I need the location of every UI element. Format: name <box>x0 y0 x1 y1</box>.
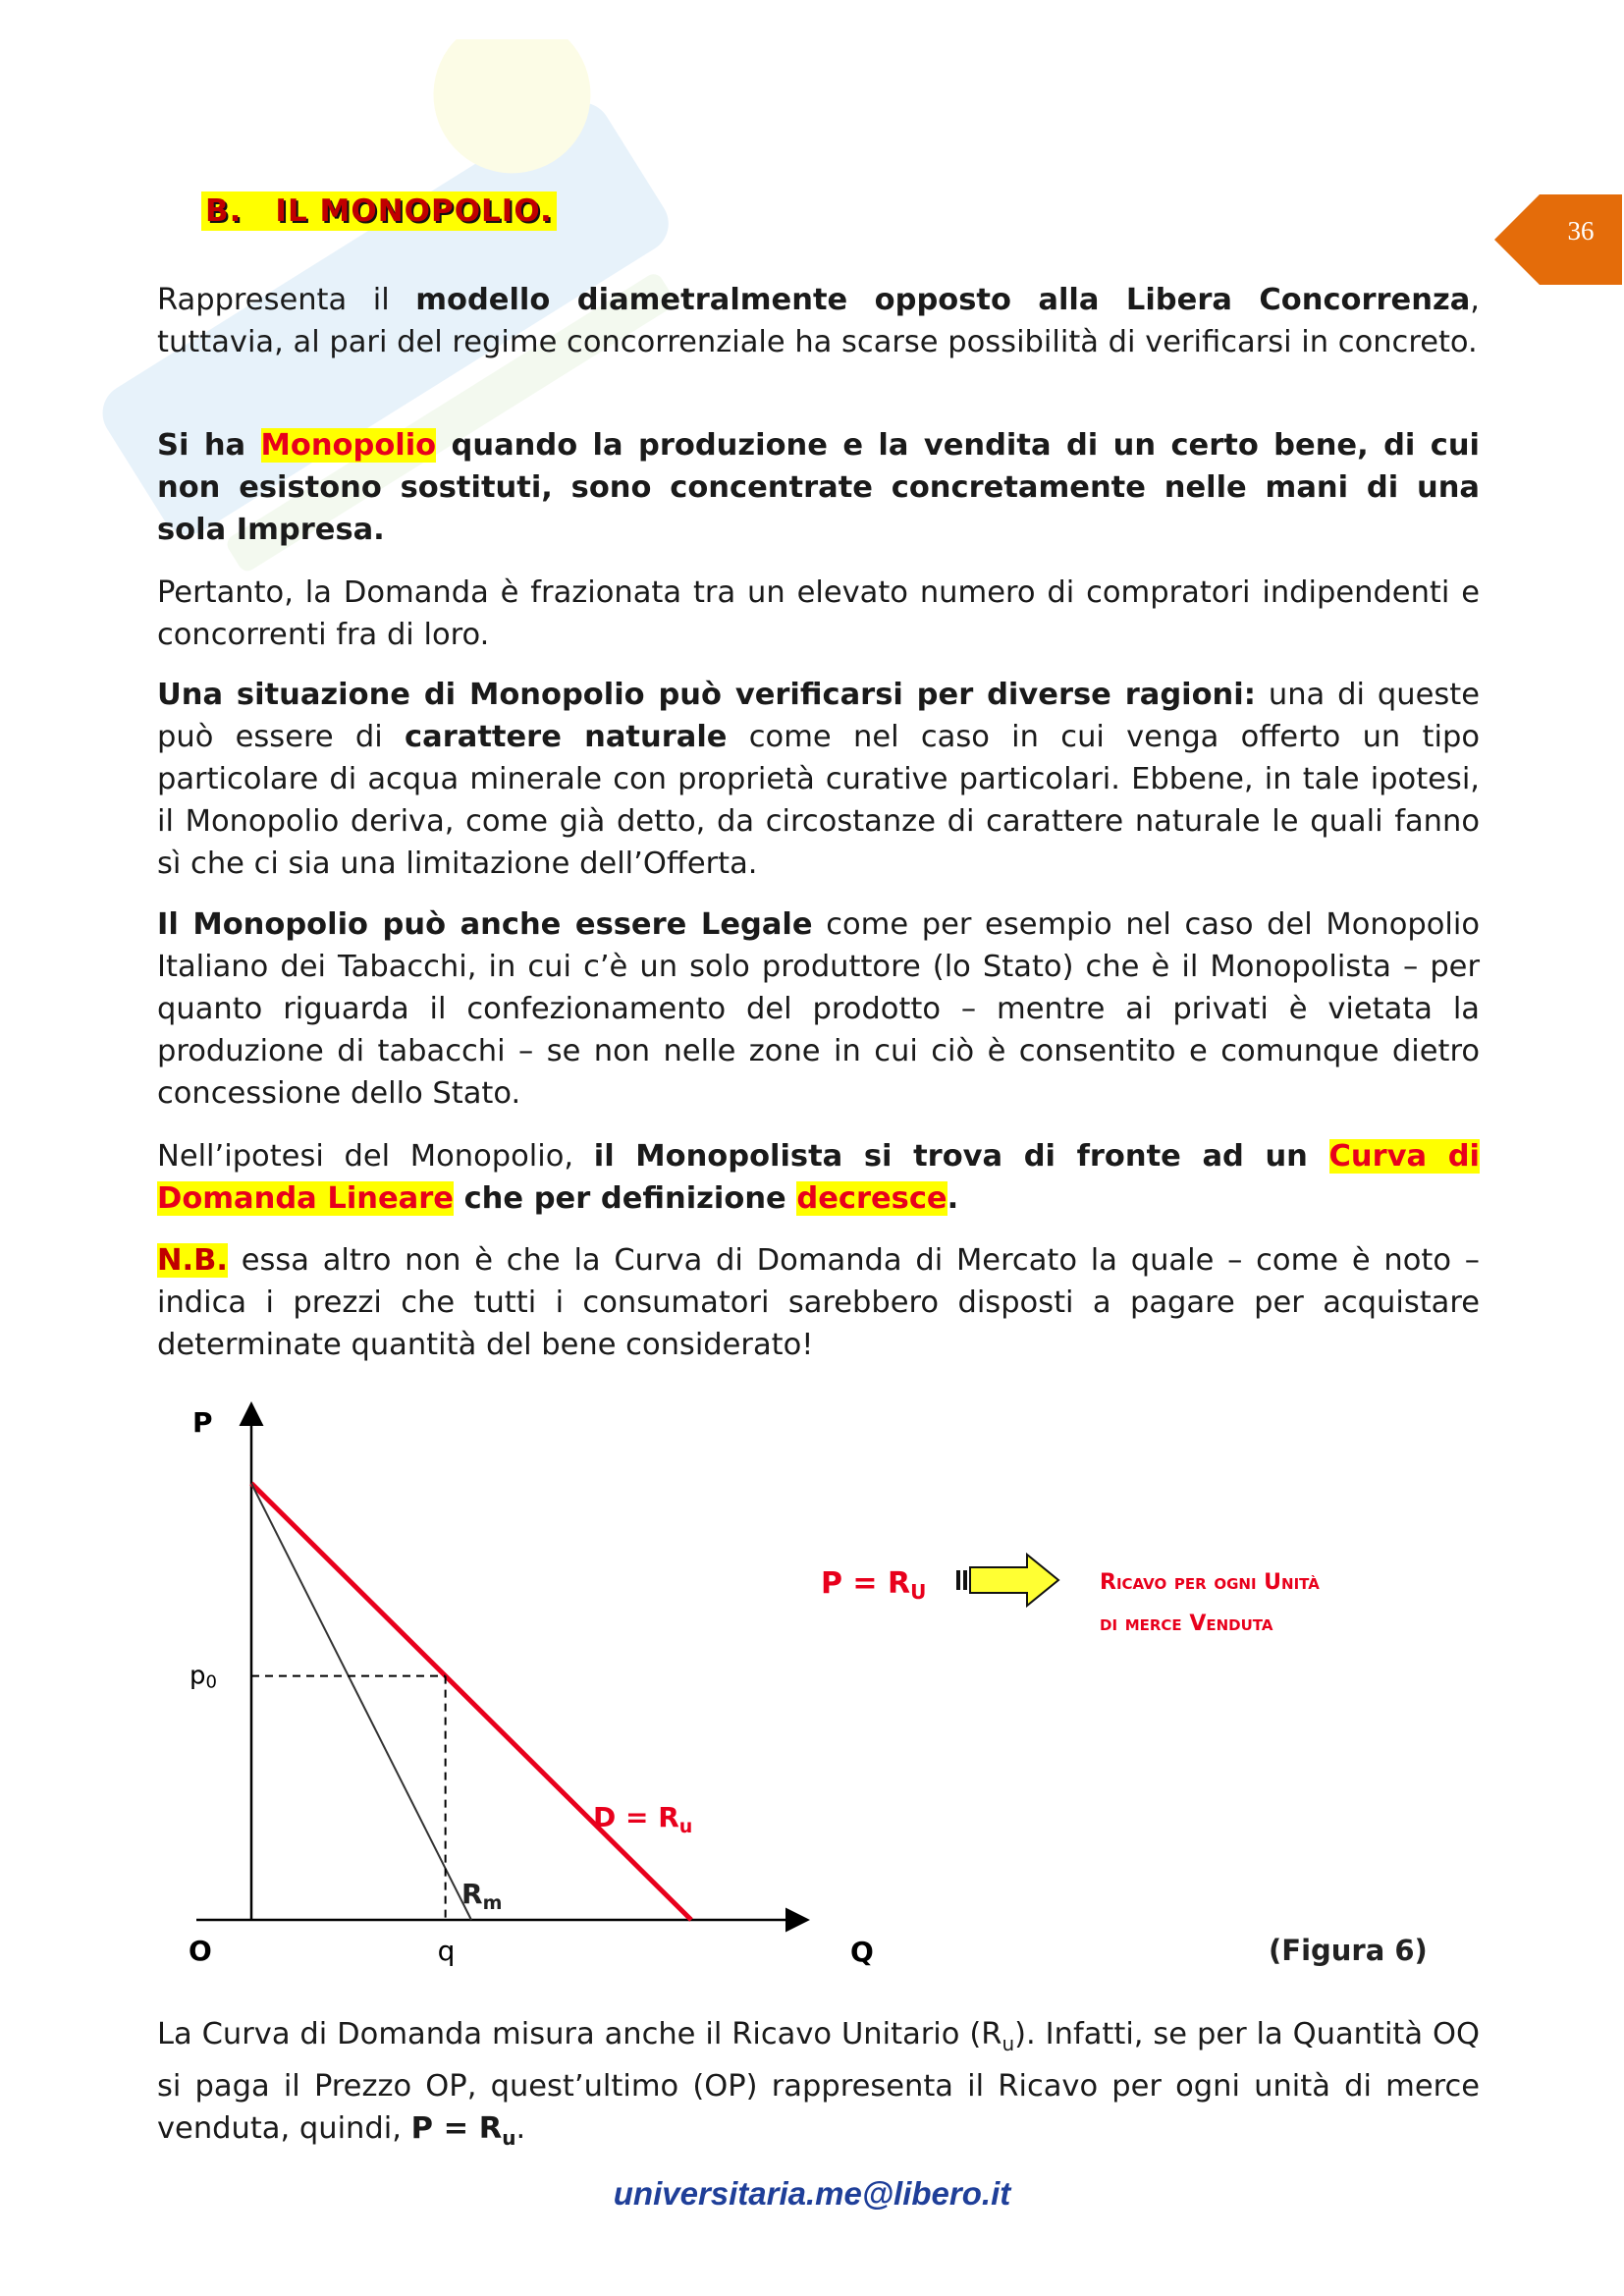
paragraph-5 <box>157 903 1480 1115</box>
q-tick-label: q <box>437 1935 456 1967</box>
paragraph-2 <box>157 424 1480 551</box>
footer-email: universitaria.me@libero.it <box>613 2175 1011 2212</box>
highlight-monopolio: Monopolio <box>260 428 437 463</box>
bold-text: carattere naturale <box>405 720 728 754</box>
bold-text: Una situazione di Monopolio può verificarsi per diverse ragioni: <box>157 678 1256 712</box>
annotation-line-2: di merce Venduta <box>1100 1612 1273 1636</box>
bold-text: Si ha <box>157 428 261 463</box>
text: . <box>515 2111 526 2147</box>
nb-label: N.B. <box>157 1243 228 1278</box>
series-label-demand: $D = R_u$ <box>593 1801 693 1837</box>
series-line-demand <box>251 1483 691 1920</box>
text: Rappresenta il <box>157 283 416 317</box>
section-title: IL MONOPOLIO. <box>275 193 553 229</box>
text: Pertanto, la Domanda è frazionata tra un elevato numero di compratori indipendenti e concorrenti fra di loro. <box>157 575 1480 652</box>
x-axis-label: Q <box>850 1936 874 1968</box>
bold-text: che per definizione <box>453 1181 797 1216</box>
monopoly-chart <box>157 1394 1473 1984</box>
subscript: u <box>502 2126 516 2151</box>
paragraph-3 <box>157 572 1480 656</box>
page-number: 36 <box>1567 216 1595 246</box>
bold-text: modello diametralmente opposto alla Libera Concorrenza <box>415 283 1471 317</box>
section-letter: B. <box>205 193 243 229</box>
origin-label: O <box>189 1935 212 1967</box>
text: , tuttavia, al pari del regime concorrenziale ha scarse possibilità di verificarsi in concreto. <box>157 283 1480 359</box>
section-heading <box>201 191 557 231</box>
paragraph-7 <box>157 1239 1480 1366</box>
text: una di queste può essere di <box>157 678 1480 754</box>
text: La Curva di Domanda misura anche il Ricavo Unitario (R <box>157 2017 1002 2051</box>
subscript: u <box>1001 2032 1015 2056</box>
p0-tick-label: p0 <box>189 1661 217 1693</box>
highlight-curva-domanda: Curva di Domanda Lineare <box>157 1139 1481 1216</box>
annotation-line-1: Ricavo per ogni Unità <box>1100 1570 1320 1595</box>
paragraph-6 <box>157 1135 1480 1220</box>
bold-text: Il Monopolio può anche essere Legale <box>157 907 813 942</box>
highlight-decresce: decresce <box>796 1181 947 1216</box>
series-line-marginal-revenue <box>251 1483 471 1920</box>
paragraph-8 <box>157 2013 1480 2159</box>
text: come nel caso in cui venga offerto un tipo particolare di acqua minerale con proprietà curative particolari. Ebbene, in tale ipotesi, il Monopolio deriva, come già detto, da circostanze di carattere naturale le quali fanno sì che ci sia una limitazione dell’Offerta. <box>157 720 1480 881</box>
series-label-marginal-revenue: $R_m$ <box>461 1878 503 1914</box>
y-axis-label: P <box>192 1406 213 1439</box>
text: come per esempio nel caso del Monopolio Italiano dei Tabacchi, in cui c’è un solo produttore (lo Stato) che è il Monopolista – per quanto riguarda il confezionamento del prodotto – mentre ai privati è vietata la produzione di tabacchi – se non nelle zone in cui ciò è consentito e comunque dietro concessione dello Stato. <box>157 907 1480 1111</box>
bold-formula: P = R <box>410 2111 503 2147</box>
page-number-badge <box>1494 194 1622 285</box>
text: ). Infatti, se per la Quantità OQ si paga il Prezzo OP, quest’ultimo (OP) rappresenta il Ricavo per ogni unità di merce venduta, quindi, <box>157 2017 1481 2147</box>
text: Nell’ipotesi del Monopolio, <box>157 1139 594 1174</box>
bold-text: . <box>947 1181 959 1216</box>
bold-text: quando la produzione e la vendita di un certo bene, di cui non esistono sostituti, sono concentrate concretamente nelle mani di una sola Impresa. <box>157 428 1481 547</box>
text: essa altro non è che la Curva di Domanda di Mercato la quale – come è noto – indica i prezzi che tutti i consumatori sarebbero disposti a pagare per acquistare determinate quantità del bene considerato! <box>157 1243 1480 1362</box>
price-formula: $P = R_U$ <box>821 1566 927 1604</box>
right-arrow-icon <box>956 1555 1058 1606</box>
figure-caption: (Figura 6) <box>1269 1934 1428 1967</box>
paragraph-1 <box>157 279 1480 363</box>
bold-text: il Monopolista si trova di fronte ad un <box>593 1139 1329 1174</box>
figure-6 <box>157 1394 1473 1984</box>
paragraph-4 <box>157 674 1480 885</box>
